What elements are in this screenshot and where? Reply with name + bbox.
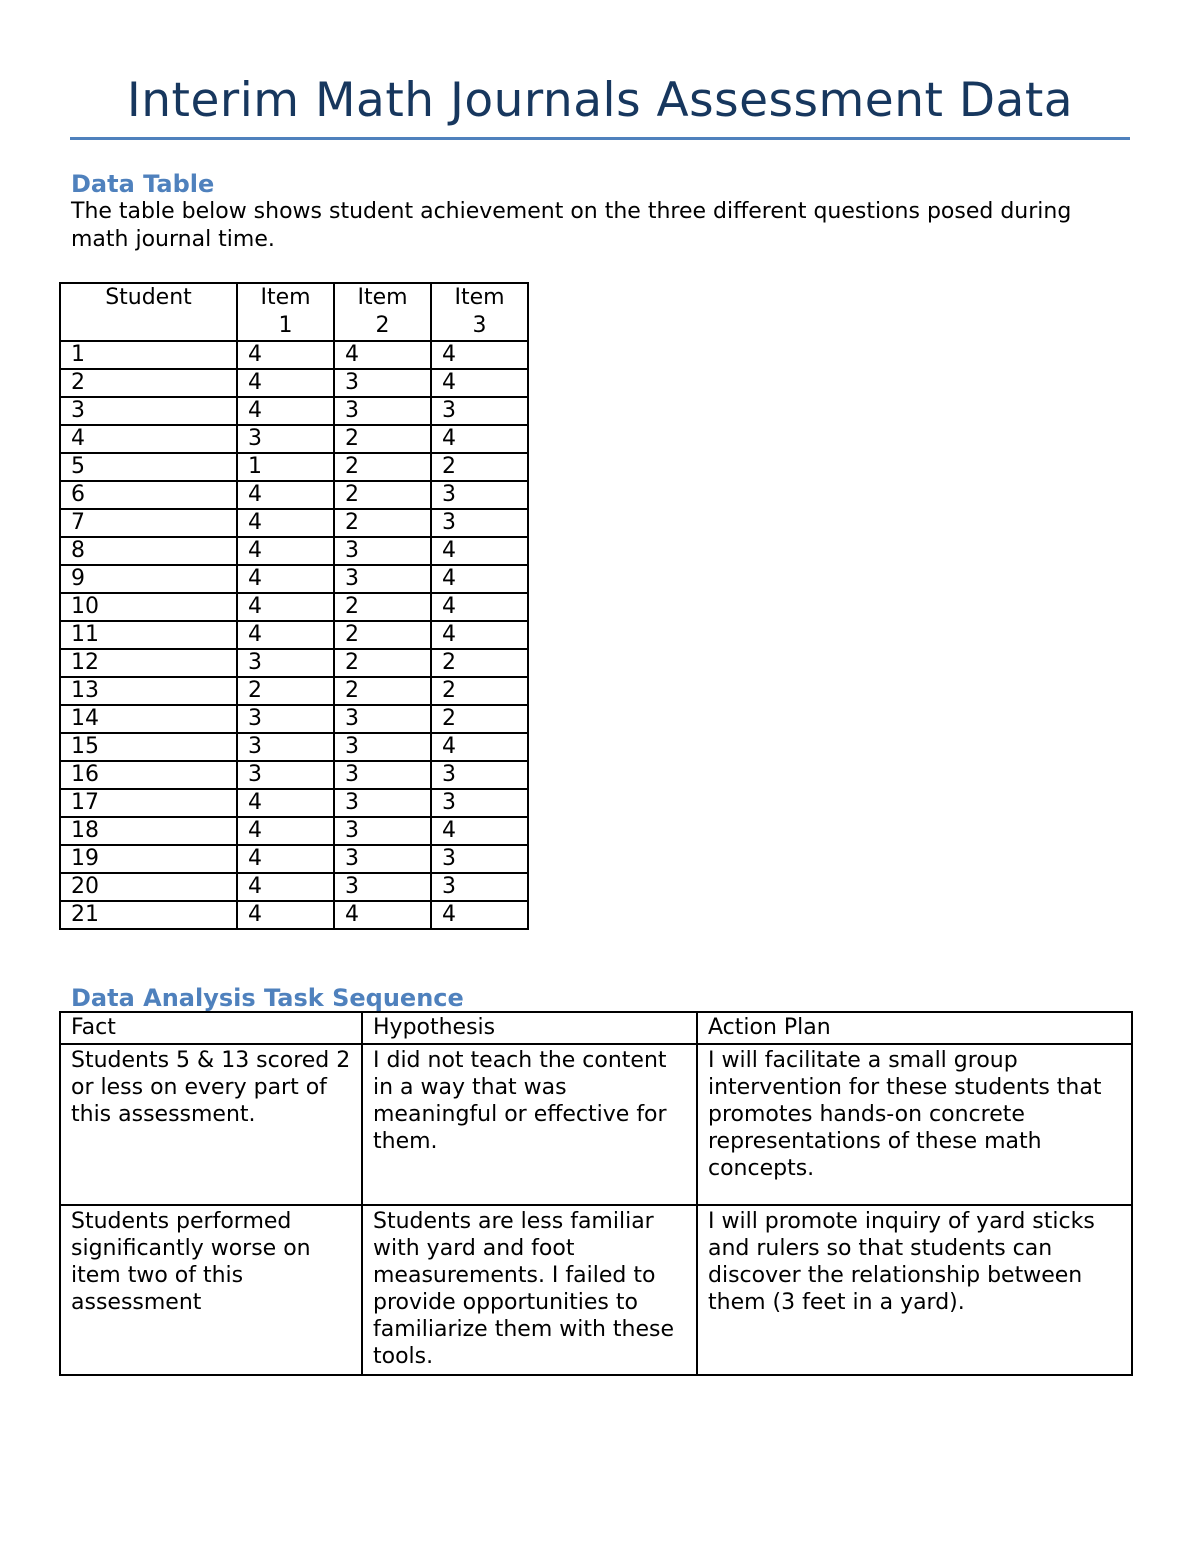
- student-number-cell: 13: [60, 677, 237, 705]
- student-number-cell: 16: [60, 761, 237, 789]
- item-2-score-cell: 3: [334, 369, 431, 397]
- table-row: [60, 845, 528, 873]
- student-number-cell: 21: [60, 901, 237, 929]
- item-2-score-cell: 2: [334, 621, 431, 649]
- table-row: [60, 873, 528, 901]
- hypothesis-cell: Students are less familiar with yard and foot measurements. I failed to provide opportunities to familiarize them with these tools.: [362, 1205, 697, 1375]
- analysis-heading: Data Analysis Task Sequence: [71, 984, 464, 1012]
- fact-cell: Students performed significantly worse on item two of this assessment: [60, 1205, 362, 1375]
- item-1-score-cell: 4: [237, 789, 334, 817]
- table-row: [60, 565, 528, 593]
- item-2-score-cell: 3: [334, 397, 431, 425]
- item-2-score-cell: 3: [334, 537, 431, 565]
- student-number-cell: 17: [60, 789, 237, 817]
- item-1-score-cell: 4: [237, 509, 334, 537]
- fact-cell: Students 5 & 13 scored 2 or less on every part of this assessment.: [60, 1044, 362, 1205]
- action-plan-cell: I will promote inquiry of yard sticks and rulers so that students can discover the relationship between them (3 feet in a yard).: [697, 1205, 1132, 1375]
- item-3-score-cell: 4: [431, 565, 528, 593]
- table-row: [60, 761, 528, 789]
- table-row: [60, 509, 528, 537]
- item-3-score-cell: 3: [431, 481, 528, 509]
- analysis-task-table: [59, 1011, 1133, 1376]
- student-number-cell: 12: [60, 649, 237, 677]
- table-row: [60, 537, 528, 565]
- item-1-score-cell: 4: [237, 621, 334, 649]
- student-number-cell: 8: [60, 537, 237, 565]
- item-3-score-cell: 4: [431, 901, 528, 929]
- item-1-score-cell: 4: [237, 537, 334, 565]
- column-header-student: Student: [60, 283, 237, 341]
- item-1-score-cell: 4: [237, 873, 334, 901]
- item-2-score-cell: 2: [334, 425, 431, 453]
- item-1-score-cell: 3: [237, 425, 334, 453]
- item-1-score-cell: 1: [237, 453, 334, 481]
- table-row: [60, 341, 528, 369]
- item-3-score-cell: 3: [431, 509, 528, 537]
- item-1-score-cell: 3: [237, 705, 334, 733]
- column-header-action-plan: Action Plan: [697, 1012, 1132, 1044]
- item-2-score-cell: 3: [334, 817, 431, 845]
- item-3-score-cell: 3: [431, 397, 528, 425]
- table-row: [60, 817, 528, 845]
- table-row: [60, 369, 528, 397]
- item-3-score-cell: 2: [431, 649, 528, 677]
- item-3-score-cell: 4: [431, 425, 528, 453]
- item-2-score-cell: 3: [334, 845, 431, 873]
- column-header-fact: Fact: [60, 1012, 362, 1044]
- column-header-item-1: Item 1: [237, 283, 334, 341]
- student-number-cell: 10: [60, 593, 237, 621]
- data-table-intro: The table below shows student achievement on the three different questions posed during math journal time.: [71, 199, 1072, 252]
- table-row: [60, 593, 528, 621]
- table-row: [60, 705, 528, 733]
- student-number-cell: 18: [60, 817, 237, 845]
- item-1-score-cell: 4: [237, 593, 334, 621]
- analysis-row: [60, 1044, 1132, 1205]
- item-1-score-cell: 4: [237, 845, 334, 873]
- hypothesis-cell: I did not teach the content in a way that was meaningful or effective for them.: [362, 1044, 697, 1205]
- item-2-score-cell: 3: [334, 565, 431, 593]
- column-header-hypothesis: Hypothesis: [362, 1012, 697, 1044]
- item-3-score-cell: 3: [431, 761, 528, 789]
- item-2-score-cell: 3: [334, 761, 431, 789]
- analysis-row: [60, 1205, 1132, 1375]
- item-3-score-cell: 4: [431, 621, 528, 649]
- item-1-score-cell: 3: [237, 649, 334, 677]
- student-number-cell: 14: [60, 705, 237, 733]
- item-2-score-cell: 4: [334, 341, 431, 369]
- item-2-score-cell: 3: [334, 705, 431, 733]
- student-number-cell: 2: [60, 369, 237, 397]
- student-number-cell: 3: [60, 397, 237, 425]
- table-row: [60, 789, 528, 817]
- table-row: [60, 621, 528, 649]
- item-3-score-cell: 4: [431, 369, 528, 397]
- item-3-score-cell: 4: [431, 341, 528, 369]
- item-2-score-cell: 3: [334, 789, 431, 817]
- item-1-score-cell: 2: [237, 677, 334, 705]
- item-2-score-cell: 3: [334, 733, 431, 761]
- item-3-score-cell: 2: [431, 677, 528, 705]
- item-2-score-cell: 2: [334, 453, 431, 481]
- table-row: [60, 649, 528, 677]
- student-scores-table: [59, 282, 529, 930]
- table-row: [60, 481, 528, 509]
- student-number-cell: 19: [60, 845, 237, 873]
- table-row: [60, 453, 528, 481]
- student-number-cell: 6: [60, 481, 237, 509]
- column-header-item-3: Item 3: [431, 283, 528, 341]
- table-row: [60, 733, 528, 761]
- table-row: [60, 397, 528, 425]
- table-row: [60, 425, 528, 453]
- table-header-row: [60, 283, 528, 341]
- item-1-score-cell: 3: [237, 761, 334, 789]
- student-scores-body: [60, 341, 528, 929]
- student-number-cell: 5: [60, 453, 237, 481]
- item-3-score-cell: 4: [431, 733, 528, 761]
- item-3-score-cell: 2: [431, 453, 528, 481]
- item-3-score-cell: 2: [431, 705, 528, 733]
- item-1-score-cell: 4: [237, 481, 334, 509]
- item-3-score-cell: 4: [431, 537, 528, 565]
- student-number-cell: 20: [60, 873, 237, 901]
- item-3-score-cell: 3: [431, 873, 528, 901]
- item-1-score-cell: 4: [237, 817, 334, 845]
- item-2-score-cell: 2: [334, 649, 431, 677]
- item-2-score-cell: 3: [334, 873, 431, 901]
- student-number-cell: 11: [60, 621, 237, 649]
- table-row: [60, 677, 528, 705]
- item-1-score-cell: 4: [237, 901, 334, 929]
- student-number-cell: 15: [60, 733, 237, 761]
- student-number-cell: 7: [60, 509, 237, 537]
- item-1-score-cell: 4: [237, 397, 334, 425]
- action-plan-cell: I will facilitate a small group intervention for these students that promotes hands-on concrete representations of these math concepts.: [697, 1044, 1132, 1205]
- item-3-score-cell: 3: [431, 845, 528, 873]
- item-1-score-cell: 4: [237, 369, 334, 397]
- item-3-score-cell: 4: [431, 817, 528, 845]
- item-1-score-cell: 3: [237, 733, 334, 761]
- analysis-header-row: [60, 1012, 1132, 1044]
- page-title: Interim Math Journals Assessment Data: [126, 73, 1074, 128]
- student-number-cell: 1: [60, 341, 237, 369]
- item-3-score-cell: 3: [431, 789, 528, 817]
- item-3-score-cell: 4: [431, 593, 528, 621]
- item-2-score-cell: 4: [334, 901, 431, 929]
- item-1-score-cell: 4: [237, 565, 334, 593]
- table-row: [60, 901, 528, 929]
- item-1-score-cell: 4: [237, 341, 334, 369]
- student-number-cell: 4: [60, 425, 237, 453]
- item-2-score-cell: 2: [334, 481, 431, 509]
- item-2-score-cell: 2: [334, 593, 431, 621]
- student-number-cell: 9: [60, 565, 237, 593]
- data-table-heading: Data Table: [71, 170, 215, 198]
- item-2-score-cell: 2: [334, 509, 431, 537]
- title-underline: [70, 137, 1130, 140]
- column-header-item-2: Item 2: [334, 283, 431, 341]
- item-2-score-cell: 2: [334, 677, 431, 705]
